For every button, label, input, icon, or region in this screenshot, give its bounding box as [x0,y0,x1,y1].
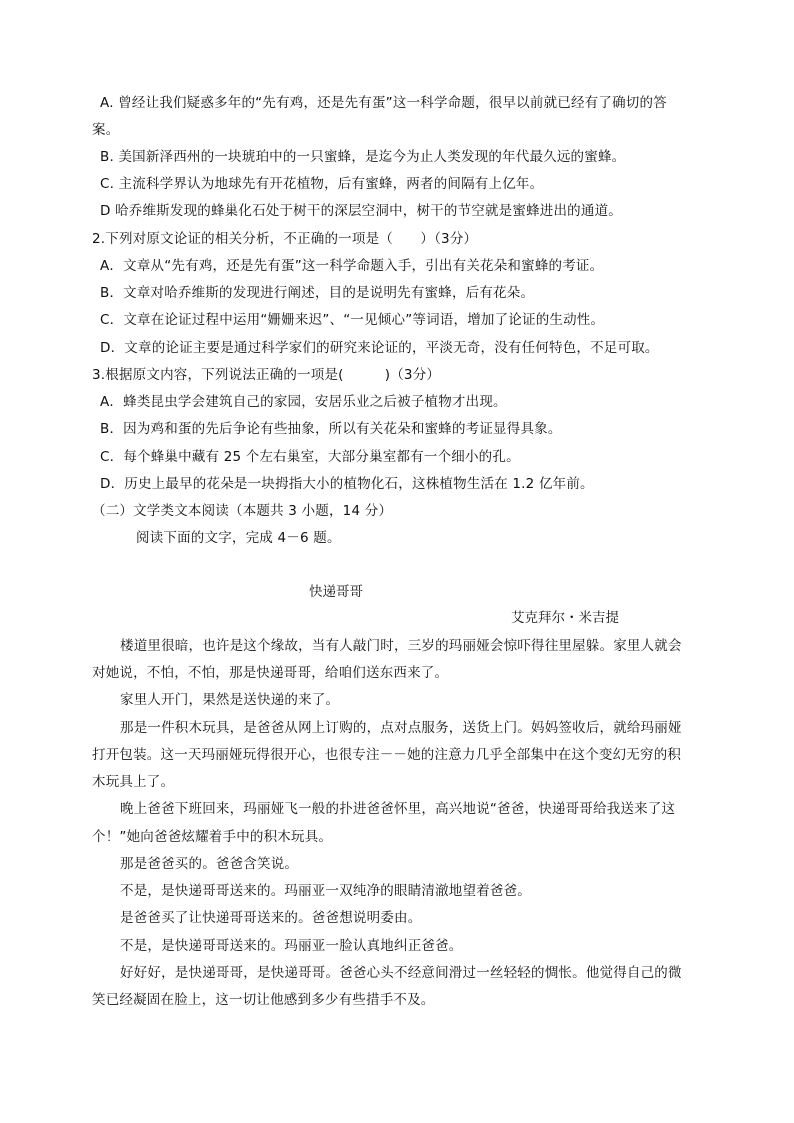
q1-option-d: D 哈乔维斯发现的蜂巢化石处于树干的深层空洞中，树干的节空就是蜜蜂进出的通道。 [100,203,622,219]
section-heading: （二）文学类文本阅读（本题共 3 小题，14 分） [92,503,393,519]
q1-option-a-cont: 案。 [92,122,120,138]
section-instruction: 阅读下面的文字，完成 4－6 题。 [136,530,341,546]
story-line: 家里人开门，果然是送快递的来了。 [120,692,340,708]
q3-option-d: D．历史上最早的花朵是一块拇指大小的植物化石，这株植物生活在 1.2 亿年前。 [100,476,594,492]
story-line: 楼道里很暗，也许是这个缘故，当有人敲门时，三岁的玛丽娅会惊吓得往里屋躲。家里人就会 [120,638,682,654]
q2-option-b: B．文章对哈乔维斯的发现进行阐述，目的是说明先有蜜蜂，后有花朵。 [100,285,535,301]
q2-option-d: D．文章的论证主要是通过科学家们的研究来论证的，平淡无奇，没有任何特色，不足可取。 [100,340,659,356]
q3-option-a: A．蜂类昆虫学会建筑自己的家园，安居乐业之后被子植物才出现。 [100,394,507,410]
story-line: 不是，是快递哥哥送来的。玛丽亚一双纯净的眼睛清澈地望着爸爸。 [120,883,531,899]
story-line: 那是爸爸买的。爸爸含笑说。 [120,856,299,872]
q1-option-c: C. 主流科学界认为地球先有开花植物，后有蜜蜂，两者的间隔有上亿年。 [100,176,544,192]
q1-option-b: B. 美国新泽西州的一块琥珀中的一只蜜蜂，是迄今为止人类发现的年代最久远的蜜蜂。 [100,149,626,165]
story-line: 个！”她向爸爸炫耀着手中的积木玩具。 [92,829,333,845]
story-line: 那是一件积木玩具，是爸爸从网上订购的，点对点服务，送货上门。妈妈签收后，就给玛丽娅 [120,720,682,736]
story-title: 快递哥哥 [309,584,363,600]
q3-option-b: B．因为鸡和蛋的先后争论有些抽象，所以有关花朵和蜜蜂的考证显得具象。 [100,421,562,437]
q2-stem: 2.下列对原文论证的相关分析，不正确的一项是（ ）（3分） [92,231,478,247]
story-line: 不是，是快递哥哥送来的。玛丽亚一脸认真地纠正爸爸。 [120,938,463,954]
q3-option-c: C．每个蜂巢中藏有 25 个左右巢室，大部分巢室都有一个细小的孔。 [100,449,520,465]
story-line: 晚上爸爸下班回来，玛丽娅飞一般的扑进爸爸怀里，高兴地说“爸爸，快递哥哥给我送来了这 [120,801,676,817]
q2-option-a: A．文章从“先有鸡，还是先有蛋”这一科学命题入手，引出有关花朵和蜜蜂的考证。 [100,258,604,274]
q3-stem: 3.根据原文内容，下列说法正确的一项是( )（3分） [92,367,441,383]
story-line: 打开包装。这一天玛丽娅玩得很开心，也很专注－－她的注意力几乎全部集中在这个变幻无穷的积 [92,747,682,763]
q2-option-c: C．文章在论证过程中运用“姗姗来迟”、“一见倾心”等词语，增加了论证的生动性。 [100,312,605,328]
story-line: 好好好，是快递哥哥，是快递哥哥。爸爸心头不经意间滑过一丝轻轻的惆怅。他觉得自己的微 [120,965,682,981]
story-line: 对她说，不怕，不怕，那是快递哥哥，给咱们送东西来了。 [92,665,449,681]
story-line: 木玩具上了。 [92,774,175,790]
story-author: 艾克拜尔・米吉提 [511,610,619,626]
story-line: 是爸爸买了让快递哥哥送来的。爸爸想说明委由。 [120,910,422,926]
story-line: 笑已经凝固在脸上，这一切让他感到多少有些措手不及。 [92,992,435,1008]
q1-option-a: A. 曾经让我们疑惑多年的“先有鸡，还是先有蛋”这一科学命题，很早以前就已经有了确切的答 [100,95,667,111]
